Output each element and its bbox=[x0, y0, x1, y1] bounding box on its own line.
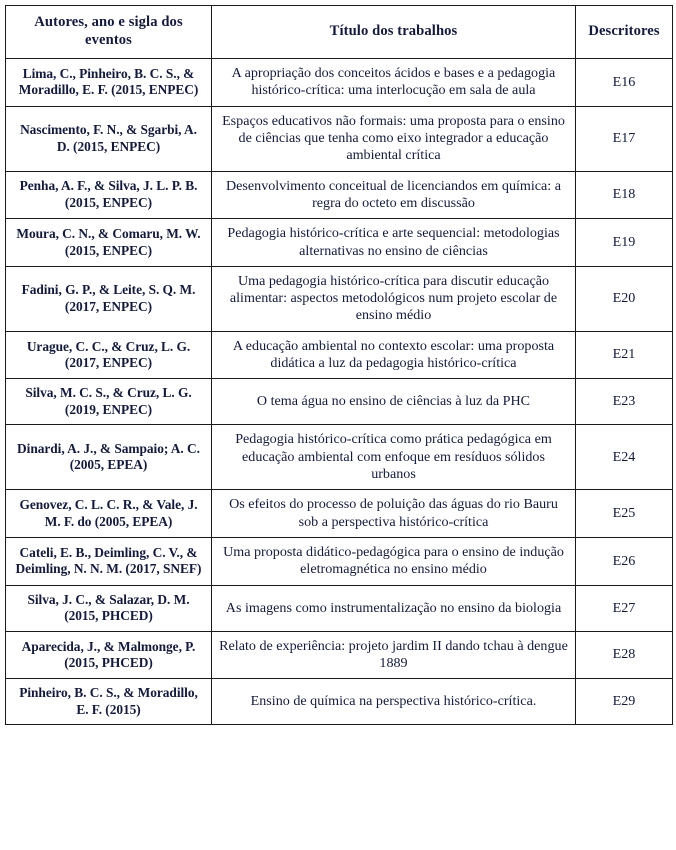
cell-descriptor: E18 bbox=[576, 171, 673, 219]
cell-title: Ensino de química na perspectiva histórico-crítica. bbox=[212, 679, 576, 725]
cell-descriptor: E25 bbox=[576, 490, 673, 538]
cell-descriptor: E17 bbox=[576, 106, 673, 171]
cell-authors: Penha, A. F., & Silva, J. L. P. B. (2015, ENPEC) bbox=[6, 171, 212, 219]
cell-descriptor: E16 bbox=[576, 58, 673, 106]
table-row bbox=[6, 379, 673, 425]
cell-title: Os efeitos do processo de poluição das águas do rio Bauru sob a perspectiva histórico-crítica bbox=[212, 490, 576, 538]
cell-title: Espaços educativos não formais: uma proposta para o ensino de ciências que tenha como eixo integrador a educação ambiental crítica bbox=[212, 106, 576, 171]
cell-authors: Genovez, C. L. C. R., & Vale, J. M. F. do (2005, EPEA) bbox=[6, 490, 212, 538]
cell-descriptor: E24 bbox=[576, 425, 673, 490]
table-row bbox=[6, 631, 673, 679]
cell-title: Pedagogia histórico-crítica como prática pedagógica em educação ambiental com enfoque em resíduos sólidos urbanos bbox=[212, 425, 576, 490]
table-row bbox=[6, 58, 673, 106]
cell-descriptor: E26 bbox=[576, 538, 673, 586]
cell-descriptor: E19 bbox=[576, 219, 673, 267]
table-row bbox=[6, 490, 673, 538]
cell-authors: Silva, J. C., & Salazar, D. M. (2015, PHCED) bbox=[6, 585, 212, 631]
cell-descriptor: E29 bbox=[576, 679, 673, 725]
table-row bbox=[6, 266, 673, 331]
cell-authors: Cateli, E. B., Deimling, C. V., & Deimling, N. N. M. (2017, SNEF) bbox=[6, 538, 212, 586]
cell-authors: Dinardi, A. J., & Sampaio; A. C. (2005, EPEA) bbox=[6, 425, 212, 490]
cell-authors: Aparecida, J., & Malmonge, P. (2015, PHCED) bbox=[6, 631, 212, 679]
table-row bbox=[6, 679, 673, 725]
table-row bbox=[6, 106, 673, 171]
cell-authors: Moura, C. N., & Comaru, M. W. (2015, ENPEC) bbox=[6, 219, 212, 267]
column-header-authors: Autores, ano e sigla dos eventos bbox=[6, 6, 212, 59]
table-body bbox=[6, 58, 673, 724]
table-row bbox=[6, 425, 673, 490]
table-row bbox=[6, 171, 673, 219]
column-header-descriptor: Descritores bbox=[576, 6, 673, 59]
cell-title: Uma pedagogia histórico-crítica para discutir educação alimentar: aspectos metodológicos num projeto escolar de ensino médio bbox=[212, 266, 576, 331]
column-header-title: Título dos trabalhos bbox=[212, 6, 576, 59]
cell-title: A educação ambiental no contexto escolar: uma proposta didática a luz da pedagogia histórico-crítica bbox=[212, 331, 576, 379]
cell-title: O tema água no ensino de ciências à luz da PHC bbox=[212, 379, 576, 425]
works-table bbox=[5, 5, 673, 725]
table-row bbox=[6, 538, 673, 586]
cell-title: Pedagogia histórico-crítica e arte sequencial: metodologias alternativas no ensino de ciências bbox=[212, 219, 576, 267]
table-row bbox=[6, 331, 673, 379]
table-header bbox=[6, 6, 673, 59]
cell-title: Desenvolvimento conceitual de licenciandos em química: a regra do octeto em discussão bbox=[212, 171, 576, 219]
cell-title: As imagens como instrumentalização no ensino da biologia bbox=[212, 585, 576, 631]
cell-descriptor: E28 bbox=[576, 631, 673, 679]
cell-descriptor: E27 bbox=[576, 585, 673, 631]
cell-descriptor: E20 bbox=[576, 266, 673, 331]
cell-descriptor: E23 bbox=[576, 379, 673, 425]
cell-title: Relato de experiência: projeto jardim II dando tchau à dengue 1889 bbox=[212, 631, 576, 679]
cell-authors: Silva, M. C. S., & Cruz, L. G. (2019, ENPEC) bbox=[6, 379, 212, 425]
cell-authors: Fadini, G. P., & Leite, S. Q. M. (2017, ENPEC) bbox=[6, 266, 212, 331]
cell-authors: Urague, C. C., & Cruz, L. G. (2017, ENPEC) bbox=[6, 331, 212, 379]
cell-authors: Lima, C., Pinheiro, B. C. S., & Moradillo, E. F. (2015, ENPEC) bbox=[6, 58, 212, 106]
cell-authors: Pinheiro, B. C. S., & Moradillo, E. F. (2015) bbox=[6, 679, 212, 725]
table-row bbox=[6, 219, 673, 267]
cell-descriptor: E21 bbox=[576, 331, 673, 379]
cell-title: A apropriação dos conceitos ácidos e bases e a pedagogia histórico-crítica: uma interlocução em sala de aula bbox=[212, 58, 576, 106]
cell-authors: Nascimento, F. N., & Sgarbi, A. D. (2015, ENPEC) bbox=[6, 106, 212, 171]
cell-title: Uma proposta didático-pedagógica para o ensino de indução eletromagnética no ensino médio bbox=[212, 538, 576, 586]
table-row bbox=[6, 585, 673, 631]
table-header-row bbox=[6, 6, 673, 59]
